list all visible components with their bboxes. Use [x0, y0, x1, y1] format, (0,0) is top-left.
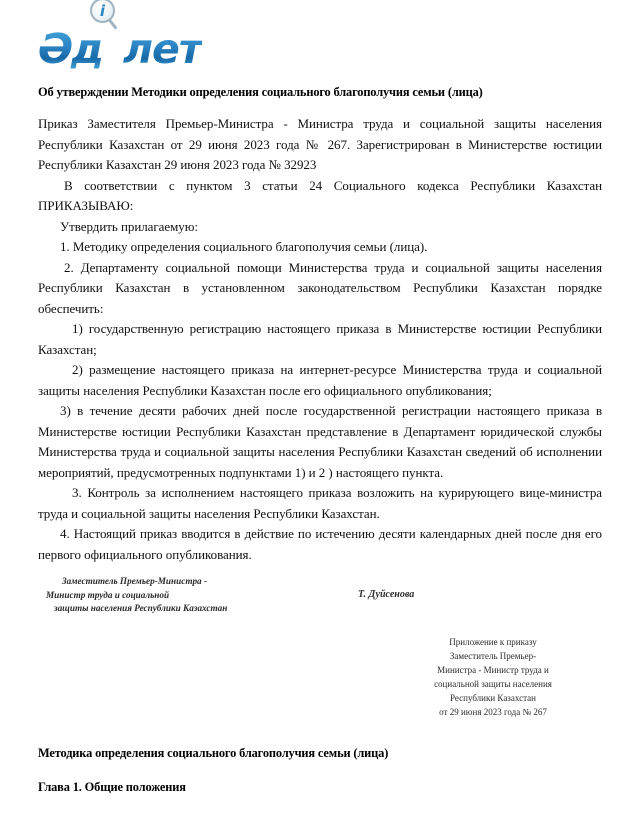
- methodology-title: Методика определения социального благополучия семьи (лица): [38, 746, 389, 760]
- appendix-line-1: Приложение к приказу: [449, 637, 537, 647]
- clause-2-subclause-2-paragraph: 2) размещение настоящего приказа на интернет-ресурсе Министерства труда и социальной защиты населения Республики Казахстан после его официального опубликования;: [38, 362, 602, 398]
- logo-lens-letter: i: [99, 2, 106, 20]
- logo-text-part1: Әд: [38, 25, 102, 73]
- site-logo[interactable]: [38, 0, 602, 84]
- signatory-title-line-3: защиты населения Республики Казахстан: [54, 603, 228, 613]
- appendix-line-5: Республики Казахстан: [450, 693, 536, 703]
- approve-lead-paragraph: Утвердить прилагаемую:: [60, 218, 198, 234]
- appendix-line-3: Министра - Министр труда и: [437, 665, 549, 675]
- appendix-line-2: Заместитель Премьер-: [449, 651, 537, 661]
- logo-text-part2: лет: [122, 25, 202, 73]
- spacer: [38, 719, 602, 745]
- signatory-name: Т. Дуйсенова: [358, 589, 415, 600]
- clause-1-paragraph: 1. Методику определения социального благополучия семьи (лица).: [60, 239, 428, 254]
- signatory-title-line-2: Министр труда и социальной: [46, 589, 170, 600]
- clause-2-paragraph: 2. Департаменту социальной помощи Министерства труда и социальной защиты населения Республики Казахстан в установленном законодательством Республики Казахстан порядке обеспечить:: [38, 259, 602, 316]
- signatory-title: [46, 575, 346, 616]
- clause-3-paragraph: 3. Контроль за исполнением настоящего приказа возложить на курирующего вице-министра труда и социальной защиты населения Республики Казахстан.: [38, 485, 602, 521]
- appendix-line-6: от 29 июня 2023 года № 267: [439, 707, 547, 717]
- appendix-line-4: социальной защиты населения: [434, 679, 552, 689]
- legal-basis-paragraph: В соответствии с пунктом 3 статьи 24 Социального кодекса Республики Казахстан ПРИКАЗЫВАЮ:: [38, 177, 602, 213]
- methodology-chapter-1-heading: Глава 1. Общие положения: [38, 780, 186, 794]
- signatory-title-line-1: Заместитель Премьер-Министра -: [62, 576, 208, 586]
- clause-2-subclause-1-paragraph: 1) государственную регистрацию настоящего приказа в Министерстве юстиции Республики Казахстан;: [38, 321, 602, 357]
- clause-2-subclause-3-paragraph: 3) в течение десяти рабочих дней после государственной регистрации настоящего приказа в Министерстве юстиции Республики Казахстан представление в Департамент юридической службы Министерства труда и социальной защиты населения Республики Казахстан сведений об исполнении мероприятий, предусмотренных подпунктами 1) и 2 ) настоящего пункта.: [38, 403, 602, 480]
- spacer-2: [38, 761, 602, 779]
- appendix-reference-block: [368, 635, 618, 719]
- decree-intro-paragraph: Приказ Заместителя Премьер-Министра - Министра труда и социальной защиты населения Республики Казахстан от 29 июня 2023 года № 267. Зарегистрирован в Министерстве юстиции Республики Казахстан 29 июня 2023 года № 32923: [38, 116, 602, 172]
- adilet-logo-text: [38, 26, 202, 72]
- clause-4-paragraph: 4. Настоящий приказ вводится в действие по истечению десяти календарных дней после дня его первого официального опубликования.: [38, 526, 602, 562]
- page-title: Об утверждении Методики определения социального благополучия семьи (лица): [38, 85, 483, 99]
- signature-block: [38, 575, 602, 621]
